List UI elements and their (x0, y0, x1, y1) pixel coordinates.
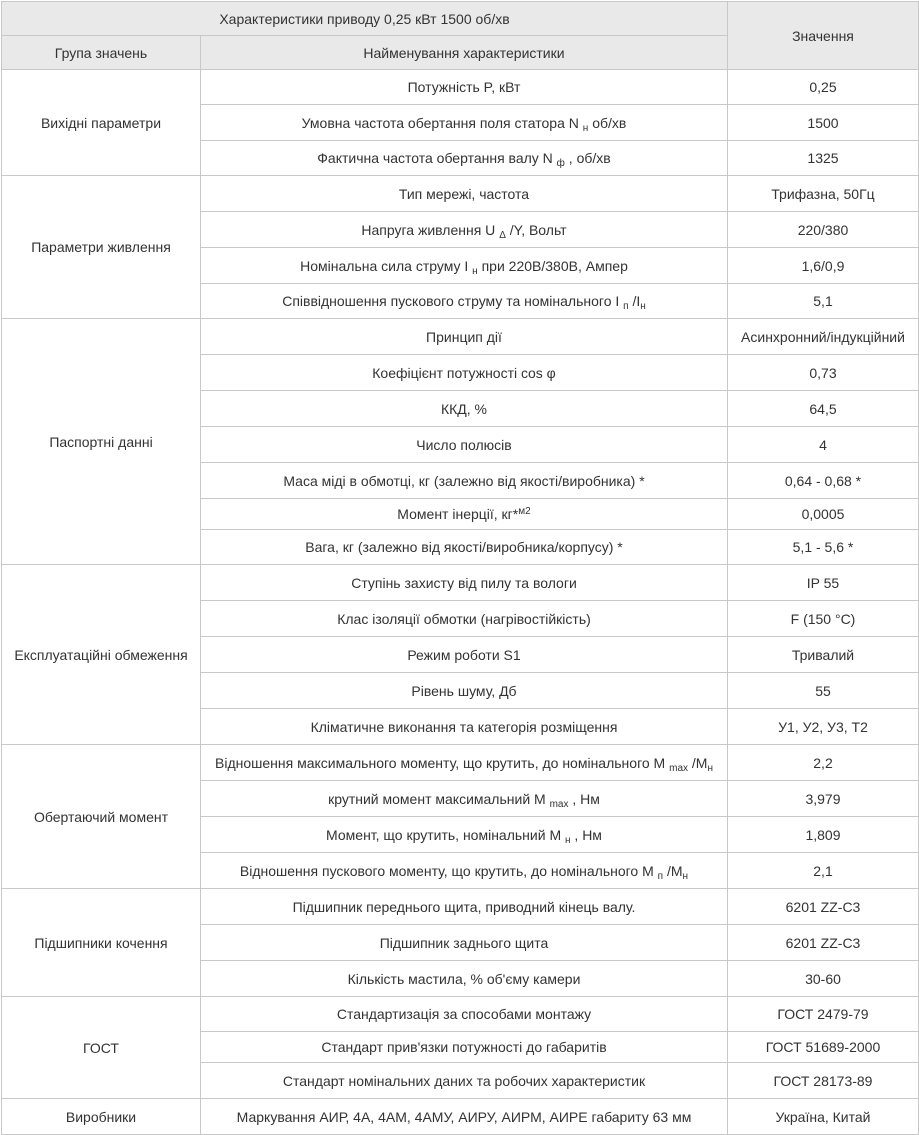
characteristic-name (201, 212, 728, 248)
name-pre: Рівень шуму, Дб (411, 682, 517, 699)
name-sub: н (582, 122, 589, 134)
characteristic-name (201, 745, 728, 781)
characteristic-name (201, 355, 728, 391)
name-pre: Стандарт прив'язки потужності до габаритів (321, 1039, 607, 1055)
name-pre: Напруга живлення U (361, 221, 496, 238)
table-title: Характеристики приводу 0,25 кВт 1500 об/хв (2, 2, 728, 36)
table-row (2, 745, 919, 781)
characteristic-value: 30-60 (728, 961, 919, 997)
characteristic-name (201, 319, 728, 355)
characteristic-value: 2,2 (728, 745, 919, 781)
table-row (2, 889, 919, 925)
characteristic-name (201, 817, 728, 853)
characteristic-value: 0,73 (728, 355, 919, 391)
group-name: Виробники (2, 1099, 201, 1135)
characteristic-name (201, 1063, 728, 1099)
characteristic-name (201, 427, 728, 463)
characteristic-value: 4 (728, 427, 919, 463)
characteristic-value: 1500 (728, 105, 919, 141)
characteristic-name (201, 961, 728, 997)
table-title-row (2, 2, 919, 36)
group-name: Вихідні параметри (2, 70, 201, 176)
name-sup: м2 (518, 506, 531, 517)
name-pre: Відношення максимального моменту, що крутить, до номінального M (215, 754, 666, 771)
characteristic-value: 220/380 (728, 212, 919, 248)
name-pre: Принцип дії (426, 328, 502, 345)
characteristic-name (201, 463, 728, 499)
name-pre: крутний момент максимальний M (328, 790, 546, 807)
name-pre: Коефіцієнт потужності cos φ (372, 364, 556, 381)
characteristic-name (201, 176, 728, 212)
characteristic-name (201, 853, 728, 889)
group-name: Паспортні данні (2, 319, 201, 565)
name-pre: Кліматичне виконання та категорія розміщення (310, 718, 618, 735)
characteristic-name (201, 391, 728, 427)
name-mid: , об/хв (568, 150, 611, 166)
name-sub: п (623, 301, 629, 312)
characteristic-value: 6201 ZZ-C3 (728, 889, 919, 925)
table-row (2, 1099, 919, 1135)
name-pre: Підшипник заднього щита (379, 934, 549, 951)
name-sub2: н (640, 301, 646, 312)
name-pre: Режим роботи S1 (407, 646, 521, 663)
table-row (2, 997, 919, 1032)
name-sub: max (669, 762, 689, 774)
name-sub: Δ (499, 229, 506, 241)
name-mid: , Нм (574, 826, 602, 843)
group-name: Параметри живлення (2, 176, 201, 319)
name-mid: /Y, Вольт (509, 221, 567, 238)
characteristic-value: F (150 °C) (728, 601, 919, 637)
name-pre: Відношення пускового моменту, що крутить, до номінального M (239, 862, 654, 879)
characteristic-value: ГОСТ 28173-89 (728, 1063, 919, 1099)
characteristic-name (201, 248, 728, 284)
group-name: Обертаючий момент (2, 745, 201, 889)
characteristic-value: ГОСТ 2479-79 (728, 997, 919, 1032)
name-mid: об/хв (592, 114, 627, 131)
value-column-header: Значення (728, 2, 919, 70)
name-pre: Вага, кг (залежно від якості/виробника/корпусу) * (305, 539, 623, 555)
characteristic-name (201, 637, 728, 673)
characteristic-name (201, 781, 728, 817)
name-pre: Стандарт номінальних даних та робочих характеристик (282, 1072, 646, 1089)
characteristic-name (201, 70, 728, 105)
characteristic-value: 6201 ZZ-C3 (728, 925, 919, 961)
characteristic-value: 5,1 - 5,6 * (728, 530, 919, 565)
name-pre: ККД, % (440, 400, 488, 417)
name-sub: н (472, 265, 478, 277)
name-pre: Умовна частота обертання поля статора N (301, 114, 579, 131)
characteristic-value: 2,1 (728, 853, 919, 889)
characteristic-name (201, 889, 728, 925)
characteristic-name (201, 1032, 728, 1063)
characteristic-value: IP 55 (728, 565, 919, 601)
characteristic-name (201, 601, 728, 637)
name-pre: Потужність P, кВт (407, 79, 521, 95)
characteristic-value: Тривалий (728, 637, 919, 673)
characteristic-value: Асинхронний/індукційний (728, 319, 919, 355)
characteristic-value: У1, У2, У3, Т2 (728, 709, 919, 745)
spec-table (1, 1, 919, 1135)
group-column-header: Група значень (2, 36, 201, 70)
table-row (2, 176, 919, 212)
name-pre: Співвідношення пускового струму та номінального I (282, 293, 620, 309)
group-name: Підшипники кочення (2, 889, 201, 997)
name-sub: ф (556, 158, 565, 169)
characteristic-value: 0,64 - 0,68 * (728, 463, 919, 499)
characteristic-value: 0,25 (728, 70, 919, 105)
name-column-header: Найменування характеристики (201, 36, 728, 70)
characteristic-name (201, 105, 728, 141)
characteristic-value: ГОСТ 51689-2000 (728, 1032, 919, 1063)
characteristic-name (201, 1099, 728, 1135)
characteristic-name (201, 709, 728, 745)
table-row (2, 70, 919, 105)
characteristic-name (201, 141, 728, 176)
table-row (2, 565, 919, 601)
name-mid: /M (666, 862, 683, 879)
name-pre: Кількість мастила, % об'єму камери (347, 970, 581, 987)
name-mid: , Нм (572, 790, 600, 807)
name-pre: Клас ізоляції обмотки (нагрівостійкість) (337, 610, 591, 627)
group-name: ГОСТ (2, 997, 201, 1099)
characteristic-name (201, 565, 728, 601)
characteristic-value: 0,0005 (728, 499, 919, 530)
characteristic-value: 3,979 (728, 781, 919, 817)
name-pre: Момент, що крутить, номінальний M (326, 826, 562, 843)
name-pre: Момент інерції, кг* (397, 506, 519, 522)
name-pre: Підшипник переднього щита, приводний кінець валу. (292, 898, 636, 915)
name-pre: Маркування АИР, 4А, 4АМ, 4АМУ, АИРУ, АИРМ, АИРЕ габариту 63 мм (236, 1108, 692, 1125)
characteristic-name (201, 925, 728, 961)
name-pre: Число полюсів (416, 436, 512, 453)
name-pre: Стандартизація за способами монтажу (336, 1006, 592, 1022)
name-sub2: н (707, 762, 713, 774)
characteristic-value: 1,809 (728, 817, 919, 853)
name-sub: н (565, 834, 571, 846)
characteristic-name (201, 673, 728, 709)
characteristic-value: Україна, Китай (728, 1099, 919, 1135)
characteristic-value: 64,5 (728, 391, 919, 427)
name-pre: Ступінь захисту від пилу та вологи (351, 574, 577, 591)
characteristic-name (201, 284, 728, 319)
characteristic-value: 1,6/0,9 (728, 248, 919, 284)
name-sub2: н (682, 870, 689, 882)
name-pre: Фактична частота обертання валу N (317, 150, 553, 166)
characteristic-value: Трифазна, 50Гц (728, 176, 919, 212)
characteristic-name (201, 997, 728, 1032)
name-mid: /M (691, 754, 708, 771)
table-row (2, 319, 919, 355)
name-mid: при 220В/380В, Ампер (481, 257, 628, 274)
name-pre: Маса міді в обмотці, кг (залежно від якості/виробника) * (283, 472, 645, 489)
characteristic-name (201, 530, 728, 565)
characteristic-value: 5,1 (728, 284, 919, 319)
group-name: Експлуатаційні обмеження (2, 565, 201, 745)
name-sub: п (657, 870, 664, 882)
name-pre: Тип мережі, частота (398, 185, 530, 202)
characteristic-name (201, 499, 728, 530)
characteristic-value: 55 (728, 673, 919, 709)
name-pre: Номінальна сила струму I (300, 257, 469, 274)
characteristic-value: 1325 (728, 141, 919, 176)
name-mid: /I (632, 293, 641, 309)
name-sub: max (549, 798, 569, 810)
